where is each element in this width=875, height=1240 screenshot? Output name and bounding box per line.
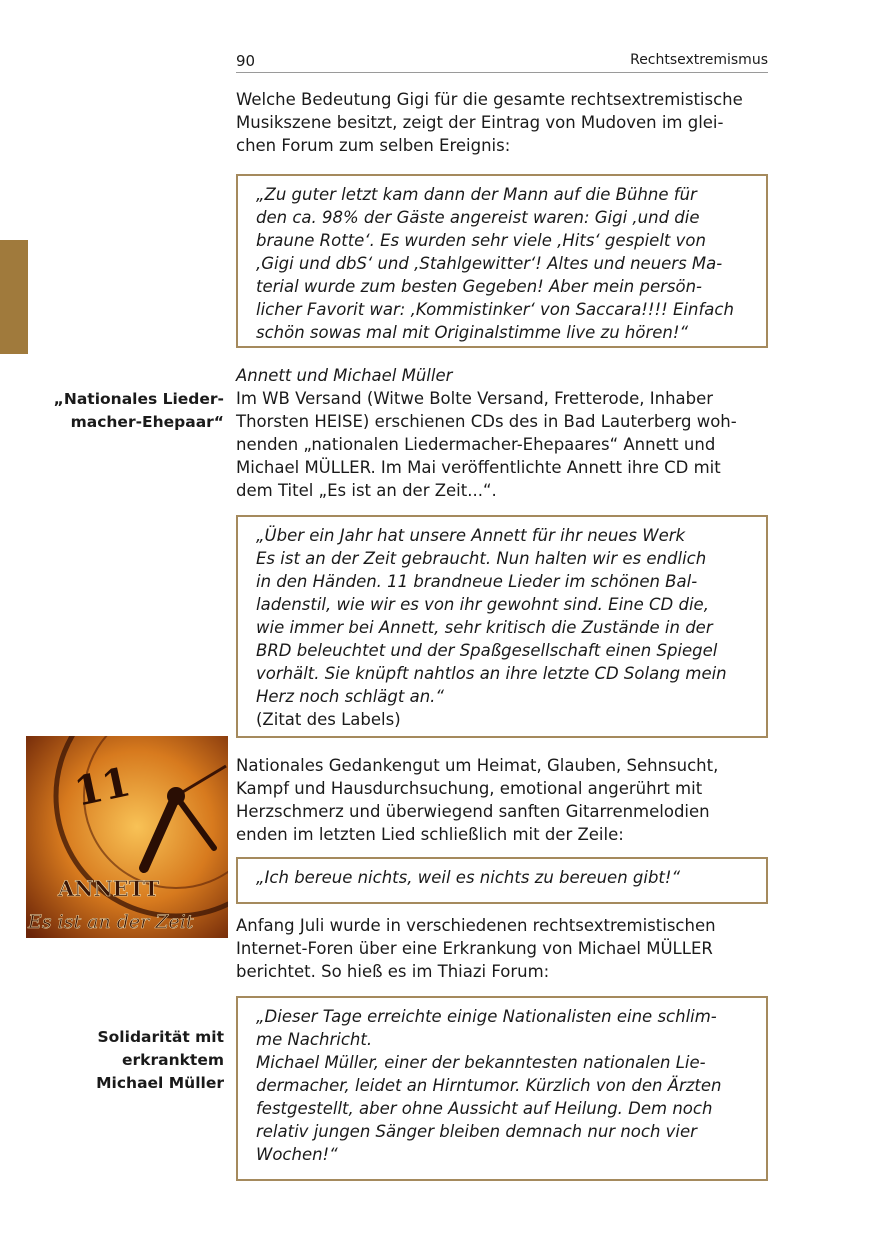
quote-line: „Über ein Jahr hat unsere Annett für ihr neues Werk — [256, 526, 686, 545]
quote-line: festgestellt, aber ohne Aussicht auf Heilung. Dem noch — [256, 1099, 713, 1118]
text-line: Im WB Versand (Witwe Bolte Versand, Fretterode, Inhaber — [236, 389, 714, 408]
quote-box-label — [236, 515, 768, 738]
quote-line: wie immer bei Annett, sehr kritisch die Zustände in der — [256, 618, 713, 637]
quote-line: vorhält. Sie knüpft nahtlos an ihre letzte CD Solang mein — [256, 664, 727, 683]
quote-line: in den Händen. 11 brandneue Lieder im schönen Bal- — [256, 572, 698, 591]
quote-line: „Ich bereue nichts, weil es nichts zu bereuen gibt!“ — [256, 868, 681, 887]
quote-line: BRD beleuchtet und der Spaßgesellschaft einen Spiegel — [256, 641, 718, 660]
cover-title: Es ist an der Zeit — [28, 911, 194, 933]
text-line: dem Titel „Es ist an der Zeit...“. — [236, 481, 497, 500]
quote-box-thiazi — [236, 996, 768, 1181]
margin-note-line: Michael Müller — [96, 1074, 224, 1092]
quote-line: me Nachricht. — [256, 1030, 373, 1049]
cover-number: 11 — [70, 758, 135, 816]
quote-line: schön sowas mal mit Originalstimme live zu hören!“ — [256, 323, 689, 342]
quote-line: ‚Gigi und dbS‘ und ‚Stahlgewitter‘! Altes und neuers Ma- — [256, 254, 723, 273]
text-line: Welche Bedeutung Gigi für die gesamte rechtsextremistische — [236, 90, 743, 109]
text-line: chen Forum zum selben Ereignis: — [236, 136, 511, 155]
running-title: Rechtsextremismus — [630, 52, 768, 68]
cover-artist: ANNETT — [58, 876, 160, 901]
margin-note-line: erkranktem — [122, 1051, 224, 1069]
text-line: Michael MÜLLER. Im Mai veröffentlichte Annett ihre CD mit — [236, 458, 721, 477]
text-line: Internet-Foren über eine Erkrankung von Michael MÜLLER — [236, 939, 713, 958]
text-line: Nationales Gedankengut um Heimat, Glauben, Sehnsucht, — [236, 756, 719, 775]
quote-line: „Dieser Tage erreichte einige Nationalisten eine schlim- — [256, 1007, 717, 1026]
quote-line: den ca. 98% der Gäste angereist waren: Gigi ‚und die — [256, 208, 700, 227]
text-line: nenden „nationalen Liedermacher-Ehepaares“ Annett und — [236, 435, 716, 454]
quote-line: terial wurde zum besten Gegeben! Aber mein persön- — [256, 277, 702, 296]
intro-paragraph — [236, 88, 768, 157]
quote-line: dermacher, leidet an Hirntumor. Kürzlich von den Ärzten — [256, 1076, 722, 1095]
margin-note-solidaritaet — [20, 1026, 224, 1095]
chapter-tab-marker — [0, 240, 28, 354]
text-line: Thorsten HEISE) erschienen CDs des in Bad Lauterberg woh- — [236, 412, 737, 431]
quote-line: Es ist an der Zeit gebraucht. Nun halten wir es endlich — [256, 549, 707, 568]
margin-note-line: macher-Ehepaar“ — [70, 413, 224, 431]
text-line: Musikszene besitzt, zeigt der Eintrag von Mudoven im glei- — [236, 113, 724, 132]
album-cover-image — [26, 736, 228, 938]
illness-report-paragraph — [236, 914, 768, 983]
quote-line: relativ jungen Sänger bleiben demnach nur noch vier — [256, 1122, 697, 1141]
margin-note-line: „Nationales Lieder- — [53, 390, 224, 408]
quote-box-last-line — [236, 857, 768, 904]
margin-note-line: Solidarität mit — [97, 1028, 224, 1046]
quote-source: (Zitat des Labels) — [256, 710, 401, 729]
quote-line: Michael Müller, einer der bekanntesten nationalen Lie- — [256, 1053, 706, 1072]
text-line: berichtet. So hieß es im Thiazi Forum: — [236, 962, 550, 981]
quote-line: Wochen!“ — [256, 1145, 338, 1164]
quote-line: ladenstil, wie wir es von ihr gewohnt sind. Eine CD die, — [256, 595, 709, 614]
text-line: Herzschmerz und überwiegend sanften Gitarrenmelodien — [236, 802, 710, 821]
section-heading: Annett und Michael Müller — [236, 366, 453, 385]
page-header — [236, 50, 768, 73]
quote-line: Herz noch schlägt an.“ — [256, 687, 444, 706]
annett-section — [236, 364, 768, 502]
text-line: Anfang Juli wurde in verschiedenen rechtsextremistischen — [236, 916, 716, 935]
text-line: Kampf und Hausdurchsuchung, emotional angerührt mit — [236, 779, 703, 798]
text-line: enden im letzten Lied schließlich mit der Zeile: — [236, 825, 624, 844]
cd-description-paragraph — [236, 754, 768, 846]
quote-line: „Zu guter letzt kam dann der Mann auf die Bühne für — [256, 185, 697, 204]
quote-line: braune Rotte‘. Es wurden sehr viele ‚Hits‘ gespielt von — [256, 231, 706, 250]
quote-box-mudoven — [236, 174, 768, 348]
page-number: 90 — [236, 52, 256, 70]
margin-note-liedermacher — [20, 388, 224, 434]
quote-line: licher Favorit war: ‚Kommistinker‘ von Saccara!!!! Einfach — [256, 300, 734, 319]
